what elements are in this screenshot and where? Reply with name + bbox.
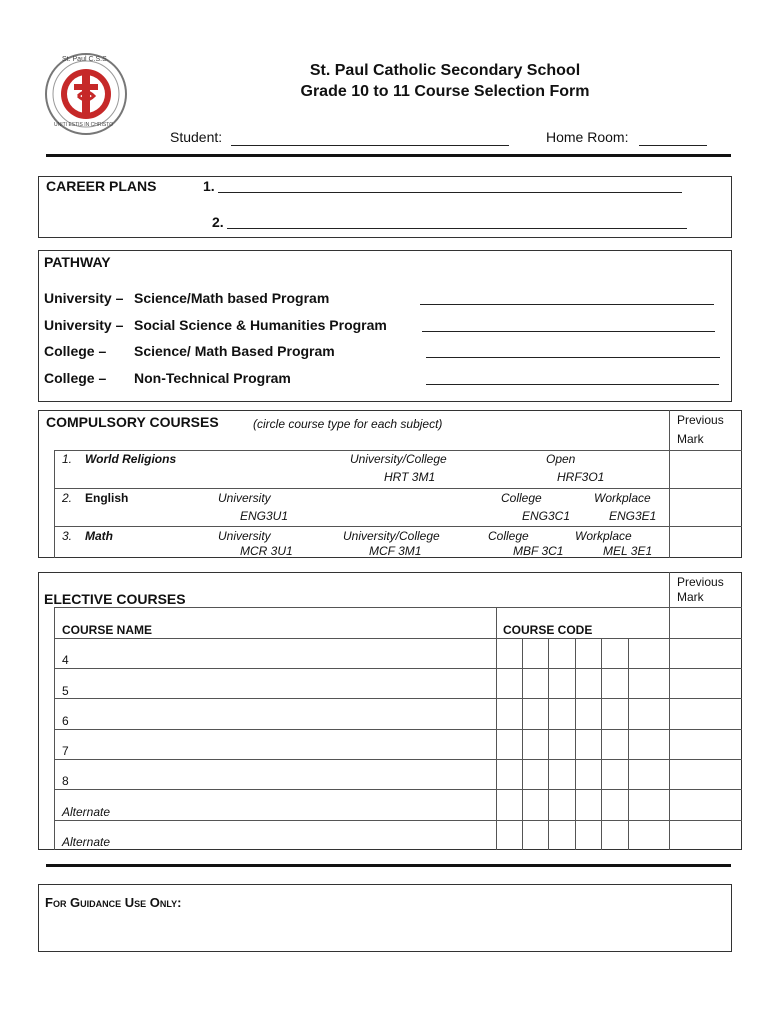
course-name: World Religions (85, 452, 177, 466)
logo-top-text: St. Paul C.S.S. (62, 56, 109, 63)
pathway-type: University – (44, 317, 124, 333)
career-plan-1-number: 1. (203, 178, 215, 194)
pathway-program: Science/ Math Based Program (134, 343, 335, 359)
elective-row-label[interactable]: Alternate (62, 835, 111, 849)
previous-mark-label: Mark (677, 590, 704, 604)
pathway-option-field[interactable] (420, 290, 714, 305)
course-number: 1. (62, 452, 73, 466)
school-name: St. Paul Catholic Secondary School (309, 62, 581, 79)
elective-row-label[interactable]: 8 (62, 774, 69, 788)
course-code[interactable]: HRF3O1 (557, 470, 605, 484)
course-type[interactable]: Workplace (594, 491, 651, 505)
career-plan-2-number: 2. (212, 214, 224, 230)
school-logo (44, 52, 128, 136)
pathway-program: Science/Math based Program (134, 290, 330, 306)
course-code[interactable]: MCF 3M1 (369, 544, 422, 558)
pathway-option-field[interactable] (422, 317, 715, 332)
pathway-program: Social Science & Humanities Program (134, 317, 387, 333)
course-type[interactable]: University (218, 529, 271, 543)
elective-courses-label: ELECTIVE COURSES (44, 591, 186, 607)
elective-courses-box (38, 572, 742, 850)
career-plan-2-field[interactable] (227, 214, 687, 229)
course-type[interactable]: University/College (343, 529, 440, 543)
previous-mark-label: Mark (677, 432, 704, 446)
course-code[interactable]: MEL 3E1 (603, 544, 653, 558)
course-type[interactable]: College (501, 491, 542, 505)
homeroom-field[interactable] (639, 130, 707, 146)
course-code[interactable]: MCR 3U1 (240, 544, 293, 558)
pathway-option-field[interactable] (426, 343, 720, 358)
footer-divider (46, 864, 731, 867)
previous-mark-label: Previous (677, 413, 724, 427)
previous-mark-label: Previous (677, 575, 724, 589)
course-type[interactable]: University/College (350, 452, 447, 466)
elective-row-label[interactable]: 6 (62, 714, 69, 728)
course-number: 3. (62, 529, 73, 543)
course-name: Math (85, 529, 113, 543)
course-number: 2. (62, 491, 73, 505)
pathway-label: PATHWAY (44, 254, 111, 270)
compulsory-note: (circle course type for each subject) (253, 417, 443, 431)
course-type[interactable]: Workplace (575, 529, 632, 543)
pathway-type: University – (44, 290, 124, 306)
course-code[interactable]: ENG3U1 (240, 509, 289, 523)
student-name-field[interactable] (231, 130, 509, 146)
elective-row-label[interactable]: Alternate (62, 805, 111, 819)
homeroom-label: Home Room: (546, 129, 629, 145)
form-title: Grade 10 to 11 Course Selection Form (300, 83, 590, 100)
course-type[interactable]: University (218, 491, 271, 505)
career-plans-label: CAREER PLANS (46, 178, 157, 194)
course-type[interactable]: Open (546, 452, 576, 466)
pathway-type: College – (44, 343, 107, 359)
course-code[interactable]: ENG3E1 (609, 509, 657, 523)
course-code[interactable]: ENG3C1 (522, 509, 571, 523)
elective-row-label[interactable]: 7 (62, 744, 69, 758)
pathway-type: College – (44, 370, 107, 386)
logo-bottom-text: UNITI ESTIS IN CHRISTO (54, 122, 114, 128)
elective-row-label[interactable]: 4 (62, 653, 69, 667)
pathway-option-field[interactable] (426, 370, 719, 385)
career-plan-1-field[interactable] (218, 178, 682, 193)
course-name: English (85, 491, 129, 505)
header-divider (46, 154, 731, 157)
course-type[interactable]: College (488, 529, 529, 543)
course-name-header: COURSE NAME (62, 623, 153, 637)
elective-row-label[interactable]: 5 (62, 684, 69, 698)
course-code[interactable]: MBF 3C1 (513, 544, 564, 558)
pathway-program: Non-Technical Program (134, 370, 291, 386)
compulsory-courses-label: COMPULSORY COURSES (46, 414, 219, 430)
course-code-header: COURSE CODE (503, 623, 593, 637)
course-code[interactable]: HRT 3M1 (384, 470, 436, 484)
student-label: Student: (170, 129, 223, 145)
guidance-label: For Guidance Use Only: (45, 895, 182, 910)
